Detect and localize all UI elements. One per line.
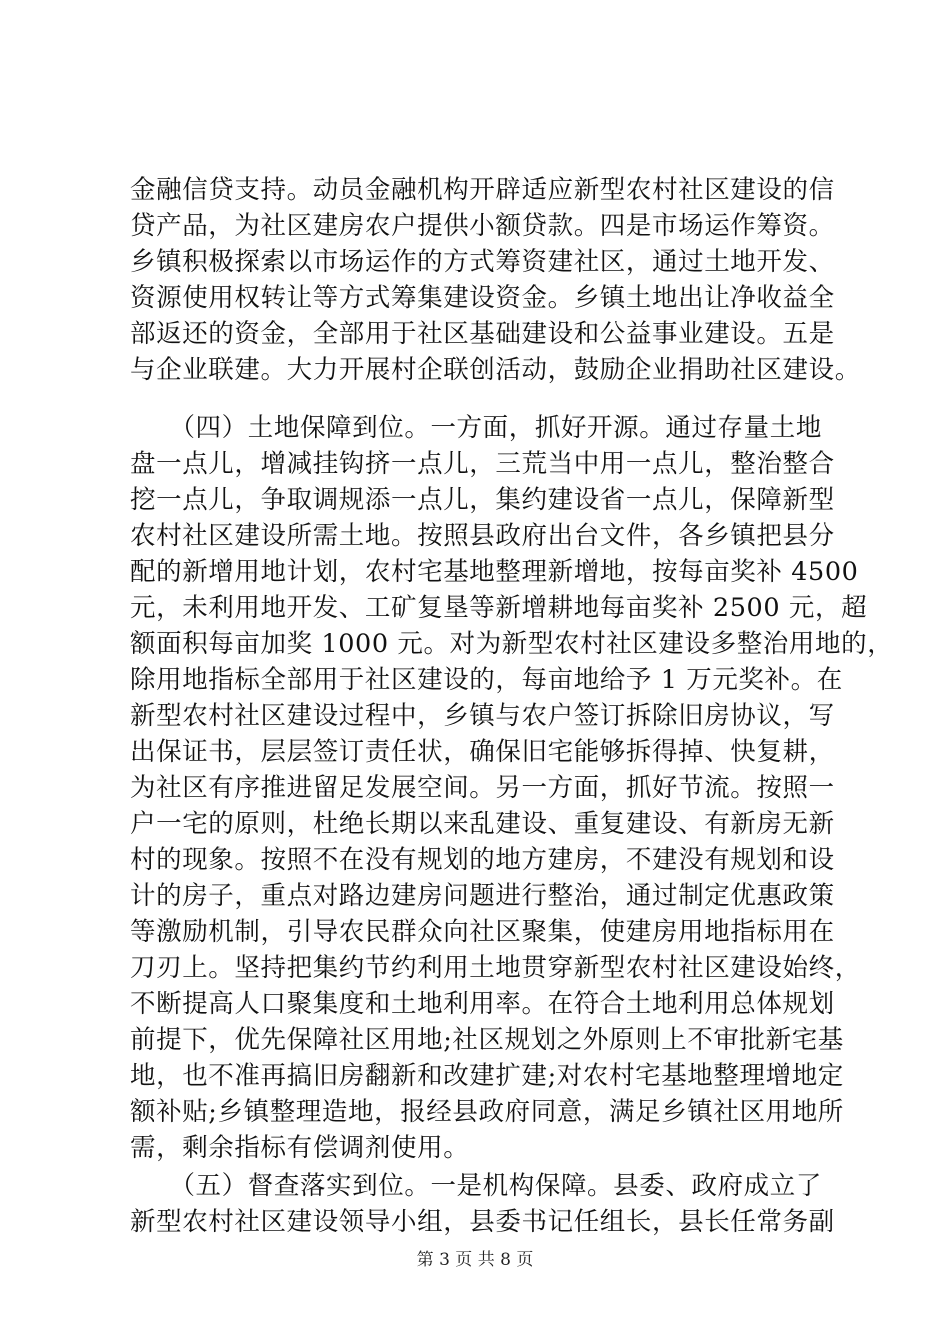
- text-line: 部返还的资金，全部用于社区基础建设和公益事业建设。五是: [130, 319, 835, 349]
- text-line: 资源使用权转让等方式筹集建设资金。乡镇土地出让净收益全: [130, 283, 835, 313]
- text-line: 与企业联建。大力开展村企联创活动，鼓励企业捐助社区建设。: [130, 355, 861, 385]
- text-line: 盘一点儿，增减挂钩挤一点儿，三荒当中用一点儿，整治整合: [130, 449, 835, 479]
- text-line: 计的房子，重点对路边建房问题进行整治，通过制定优惠政策: [130, 881, 835, 911]
- text-line: 户一宅的原则，杜绝长期以来乱建设、重复建设、有新房无新: [130, 809, 835, 839]
- text-line: 除用地指标全部用于社区建设的，每亩地给予 1 万元奖补。在: [130, 665, 843, 695]
- text-line: 地，也不准再搞旧房翻新和改建扩建;对农村宅基地整理增地定: [130, 1061, 844, 1091]
- text-line: 配的新增用地计划，农村宅基地整理新增地，按每亩奖补 4500: [130, 557, 859, 587]
- text-line: 元，未利用地开发、工矿复垦等新增耕地每亩奖补 2500 元，超: [130, 593, 868, 623]
- text-line: 农村社区建设所需土地。按照县政府出台文件，各乡镇把县分: [130, 521, 835, 551]
- page-footer: 第 3 页 共 8 页: [416, 1250, 534, 1270]
- text-line: 需，剩余指标有偿调剂使用。: [130, 1133, 470, 1163]
- text-line: 等激励机制，引导农民群众向社区聚集，使建房用地指标用在: [130, 917, 835, 947]
- text-line: （四）土地保障到位。一方面，抓好开源。通过存量土地: [130, 413, 822, 443]
- text-line: 不断提高人口聚集度和土地利用率。在符合土地利用总体规划: [130, 989, 835, 1019]
- text-line: 额补贴;乡镇整理造地，报经县政府同意，满足乡镇社区用地所: [130, 1097, 844, 1127]
- text-line: 挖一点儿，争取调规添一点儿，集约建设省一点儿，保障新型: [130, 485, 835, 515]
- text-line: 村的现象。按照不在没有规划的地方建房，不建没有规划和设: [130, 845, 835, 875]
- text-line: 金融信贷支持。动员金融机构开辟适应新型农村社区建设的信: [130, 175, 835, 205]
- text-line: 新型农村社区建设过程中，乡镇与农户签订拆除旧房协议，写: [130, 701, 835, 731]
- text-line: 贷产品，为社区建房农户提供小额贷款。四是市场运作筹资。: [130, 211, 835, 241]
- text-line: 乡镇积极探索以市场运作的方式筹资建社区，通过土地开发、: [130, 247, 835, 277]
- text-line: 额面积每亩加奖 1000 元。对为新型农村社区建设多整治用地的，: [130, 629, 894, 659]
- text-line: 前提下，优先保障社区用地;社区规划之外原则上不审批新宅基: [130, 1025, 844, 1055]
- text-line: 出保证书，层层签订责任状，确保旧宅能够拆得掉、快复耕，: [130, 737, 835, 767]
- text-line: （五）督查落实到位。一是机构保障。县委、政府成立了: [130, 1171, 822, 1201]
- text-line: 为社区有序推进留足发展空间。另一方面，抓好节流。按照一: [130, 773, 835, 803]
- text-line: 新型农村社区建设领导小组，县委书记任组长，县长任常务副: [130, 1207, 835, 1237]
- text-line: 刀刃上。坚持把集约节约利用土地贯穿新型农村社区建设始终，: [130, 953, 861, 983]
